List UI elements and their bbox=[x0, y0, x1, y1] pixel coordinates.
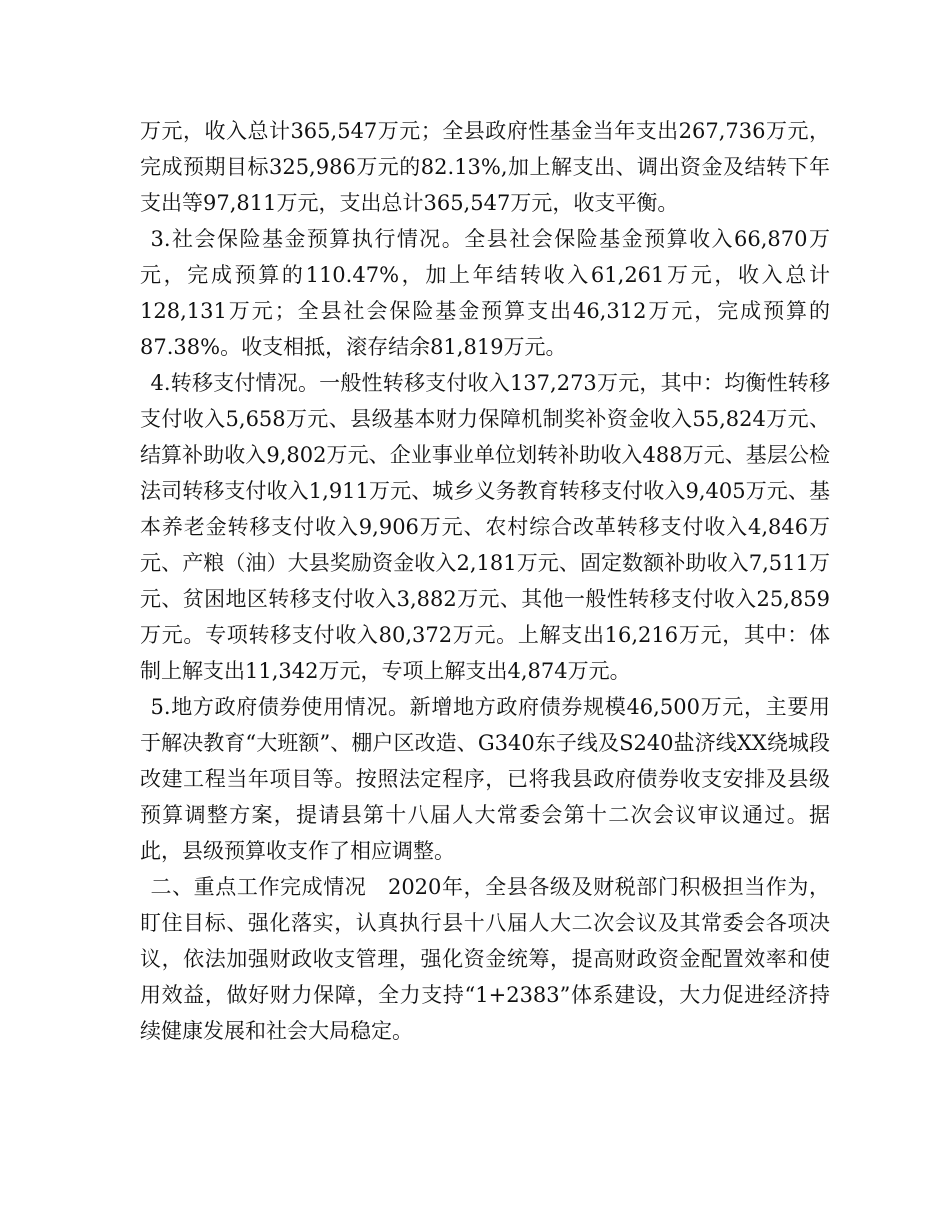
paragraph-transfer-payments: 4.转移支付情况。一般性转移支付收入137,273万元，其中：均衡性转移支付收入5,658万元、县级基本财力保障机制奖补资金收入55,824万元、结算补助收入9,802万元、企业事业单位划转补助收入488万元、基层公检法司转移支付收入1,911万元、城乡义务教育转移支付收入9,405万元、基本养老金转移支付收入9,906万元、农村综合改革转移支付收入4,846万元、产粮（油）大县奖励资金收入2,181万元、固定数额补助收入7,511万元、贫困地区转移支付收入3,882万元、其他一般性转移支付收入25,859万元。专项转移支付收入80,372万元。上解支出16,216万元，其中：体制上解支出11,342万元，专项上解支出4,874万元。 bbox=[140, 371, 830, 683]
paragraph-local-bonds: 5.地方政府债券使用情况。新增地方政府债券规模46,500万元，主要用于解决教育“大班额”、棚户区改造、G340东子线及S240盐济线XX绕城段改建工程当年项目等。按照法定程序，已将我县政府债券收支安排及县级预算调整方案，提请县第十八届人大常委会第十二次会议审议通过。据此，县级预算收支作了相应调整。 bbox=[140, 695, 830, 863]
document-body bbox=[140, 113, 830, 1049]
paragraph-key-work: 二、重点工作完成情况 2020年，全县各级及财税部门积极担当作为，盯住目标、强化落实，认真执行县十八届人大二次会议及其常委会各项决议，依法加强财政收支管理，强化资金统筹，提高财政资金配置效率和使用效益，做好财力保障，全力支持“1+2383”体系建设，大力促进经济持续健康发展和社会大局稳定。 bbox=[140, 875, 830, 1043]
paragraph-social-insurance: 3.社会保险基金预算执行情况。全县社会保险基金预算收入66,870万元，完成预算的110.47%，加上年结转收入61,261万元，收入总计128,131万元；全县社会保险基金预算支出46,312万元，完成预算的87.38%。收支相抵，滚存结余81,819万元。 bbox=[140, 227, 830, 359]
paragraph-fund-summary: 万元，收入总计365,547万元；全县政府性基金当年支出267,736万元，完成预期目标325,986万元的82.13%,加上解支出、调出资金及结转下年支出等97,811万元，支出总计365,547万元，收支平衡。 bbox=[140, 119, 830, 215]
